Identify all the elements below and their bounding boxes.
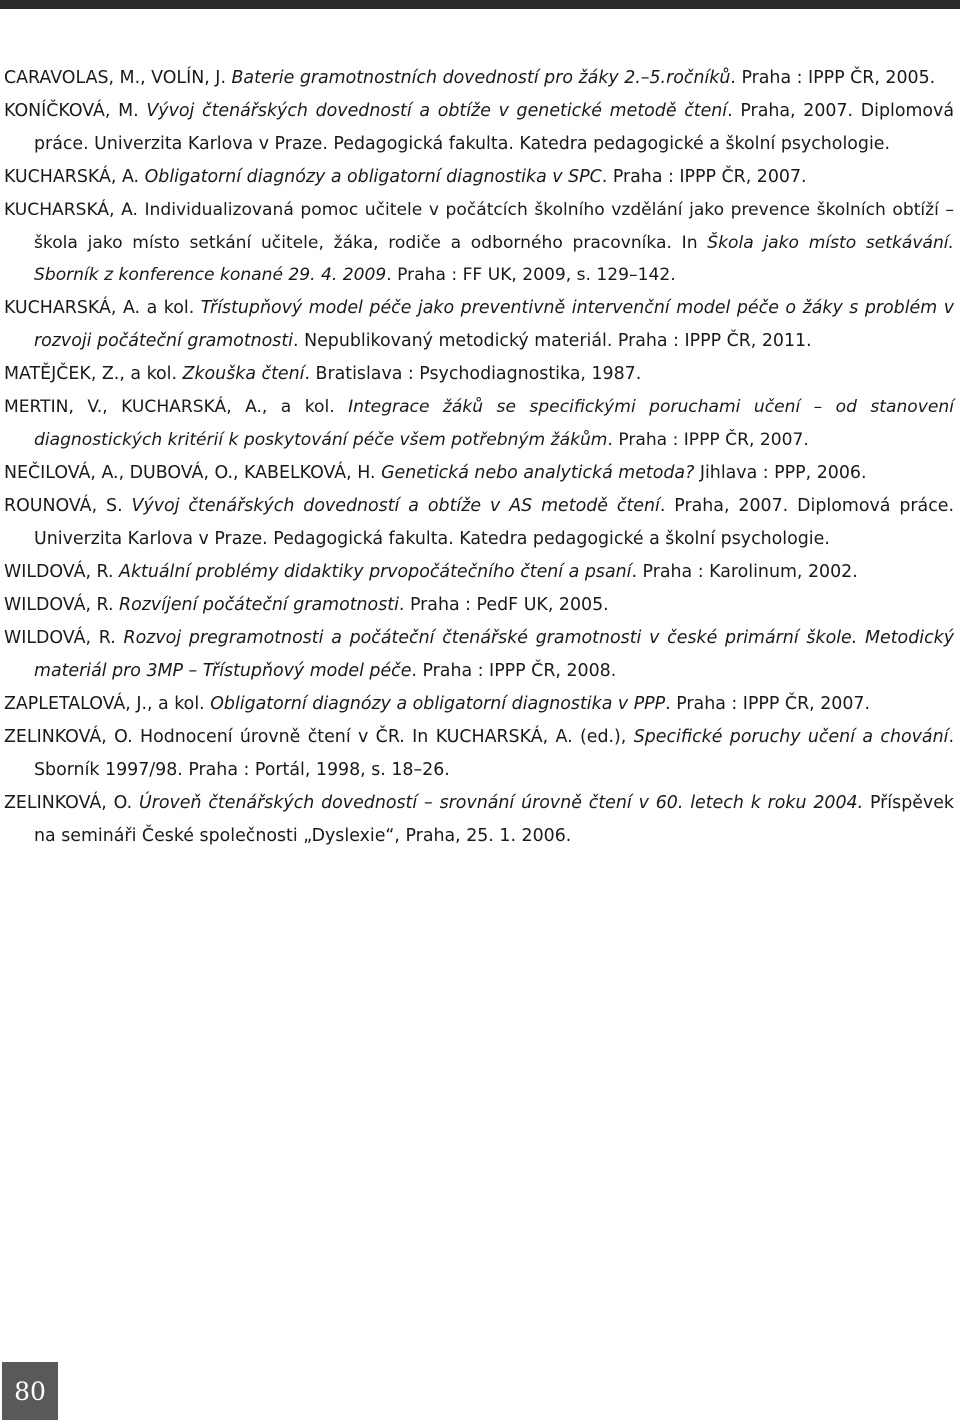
reference-details: . Praha, 2007. Diplomová práce. Univerzita Karlova v Praze. Pedagogická fakulta. Katedra pedagogické a školní psychologie.	[34, 101, 954, 154]
reference-details: . Praha : IPPP ČR, 2007.	[601, 167, 807, 187]
reference-authors: WILDOVÁ, R.	[4, 627, 124, 648]
reference-authors: WILDOVÁ, R.	[4, 561, 120, 582]
reference-title: Zkouška čtení	[182, 363, 305, 384]
reference-item	[4, 787, 954, 853]
reference-title: Třístupňový model péče jako preventivně intervenční model péče o žáky s problém v rozvoji počáteční gramotnosti	[34, 297, 954, 351]
reference-authors: KUCHARSKÁ, A. Individualizovaná pomoc učitele v počátcích školního vzdělání jako prevence školních obtíží – škola jako místo setkání učitele, žáka, rodiče a odborného pracovníka. In	[4, 200, 954, 253]
reference-details: . Praha : IPPP ČR, 2008.	[411, 660, 617, 681]
reference-authors: KUCHARSKÁ, A. a kol.	[4, 297, 201, 318]
reference-item	[4, 556, 954, 589]
reference-title: Baterie gramotnostních dovedností pro žáky 2.–5.ročníků	[231, 68, 731, 88]
reference-details: Jihlava : PPP, 2006.	[694, 462, 867, 483]
reference-title: Aktuální problémy didaktiky prvopočátečního čtení a psaní	[119, 561, 632, 582]
reference-title: Obligatorní diagnózy a obligatorní diagnostika v SPC	[144, 167, 602, 187]
reference-title: Rozvíjení počáteční gramotnosti	[119, 594, 399, 615]
reference-item	[4, 391, 954, 457]
reference-item	[4, 688, 954, 721]
reference-title: Obligatorní diagnózy a obligatorní diagnostika v PPP	[210, 693, 666, 714]
reference-authors: MATĚJČEK, Z., a kol.	[4, 363, 183, 384]
reference-authors: KONÍČKOVÁ, M.	[4, 101, 147, 121]
top-rule	[0, 0, 960, 9]
reference-details: Příspěvek na semináři České společnosti „Dyslexie“, Praha, 25. 1. 2006.	[34, 792, 954, 846]
reference-authors: CARAVOLAS, M., VOLÍN, J.	[4, 68, 232, 88]
page-number: 80	[2, 1362, 58, 1420]
reference-title: Vývoj čtenářských dovedností a obtíže v AS metodě čtení	[131, 495, 660, 516]
reference-item	[4, 490, 954, 556]
reference-title: Integrace žáků se specifickými poruchami učení – od stanovení diagnostických kritérií k poskytování péče všem potřebným žákům	[34, 396, 954, 450]
reference-item	[4, 721, 954, 787]
reference-authors: ZELINKOVÁ, O. Hodnocení úrovně čtení v ČR. In KUCHARSKÁ, A. (ed.),	[4, 726, 634, 747]
reference-title: Rozvoj pregramotnosti a počáteční čtenářské gramotnosti v české primární škole. Metodický materiál pro 3MP – Třístupňový model péče	[34, 627, 954, 681]
reference-details: . Praha : PedF UK, 2005.	[398, 594, 609, 615]
reference-authors: NEČILOVÁ, A., DUBOVÁ, O., KABELKOVÁ, H.	[4, 462, 382, 483]
reference-details: . Praha : IPPP ČR, 2007.	[607, 429, 809, 450]
bibliography	[4, 62, 954, 853]
reference-title: Úroveň čtenářských dovedností – srovnání úrovně čtení v 60. letech k roku 2004.	[138, 792, 864, 813]
reference-details: . Praha : Karolinum, 2002.	[631, 561, 858, 582]
reference-details: . Praha : FF UK, 2009, s. 129–142.	[386, 265, 676, 285]
reference-details: . Praha : IPPP ČR, 2005.	[730, 68, 936, 88]
reference-authors: MERTIN, V., KUCHARSKÁ, A., a kol.	[4, 396, 349, 417]
reference-item	[4, 62, 954, 95]
reference-details: . Nepublikovaný metodický materiál. Praha : IPPP ČR, 2011.	[293, 330, 812, 351]
reference-authors: WILDOVÁ, R.	[4, 594, 120, 615]
reference-item	[4, 161, 954, 194]
reference-title: Genetická nebo analytická metoda?	[381, 462, 695, 483]
reference-item	[4, 358, 954, 391]
reference-item	[4, 194, 954, 292]
reference-authors: ROUNOVÁ, S.	[4, 495, 132, 516]
reference-title: Škola jako místo setkávání. Sborník z konference konané 29. 4. 2009	[34, 232, 954, 285]
reference-authors: ZELINKOVÁ, O.	[4, 792, 139, 813]
reference-title: Vývoj čtenářských dovedností a obtíže v genetické metodě čtení	[146, 101, 728, 121]
reference-item	[4, 622, 954, 688]
reference-title: Specifické poruchy učení a chování	[633, 726, 949, 747]
reference-details: . Bratislava : Psychodiagnostika, 1987.	[304, 363, 642, 384]
reference-authors: ZAPLETALOVÁ, J., a kol.	[4, 693, 211, 714]
reference-details: . Praha : IPPP ČR, 2007.	[665, 693, 870, 714]
reference-item	[4, 292, 954, 358]
reference-details: . Praha, 2007. Diplomová práce. Univerzita Karlova v Praze. Pedagogická fakulta. Katedra pedagogické a školní psychologie.	[34, 495, 954, 549]
reference-authors: KUCHARSKÁ, A.	[4, 167, 145, 187]
reference-details: . Sborník 1997/98. Praha : Portál, 1998, s. 18–26.	[34, 726, 954, 780]
reference-item	[4, 95, 954, 161]
reference-item	[4, 457, 954, 490]
reference-item	[4, 589, 954, 622]
